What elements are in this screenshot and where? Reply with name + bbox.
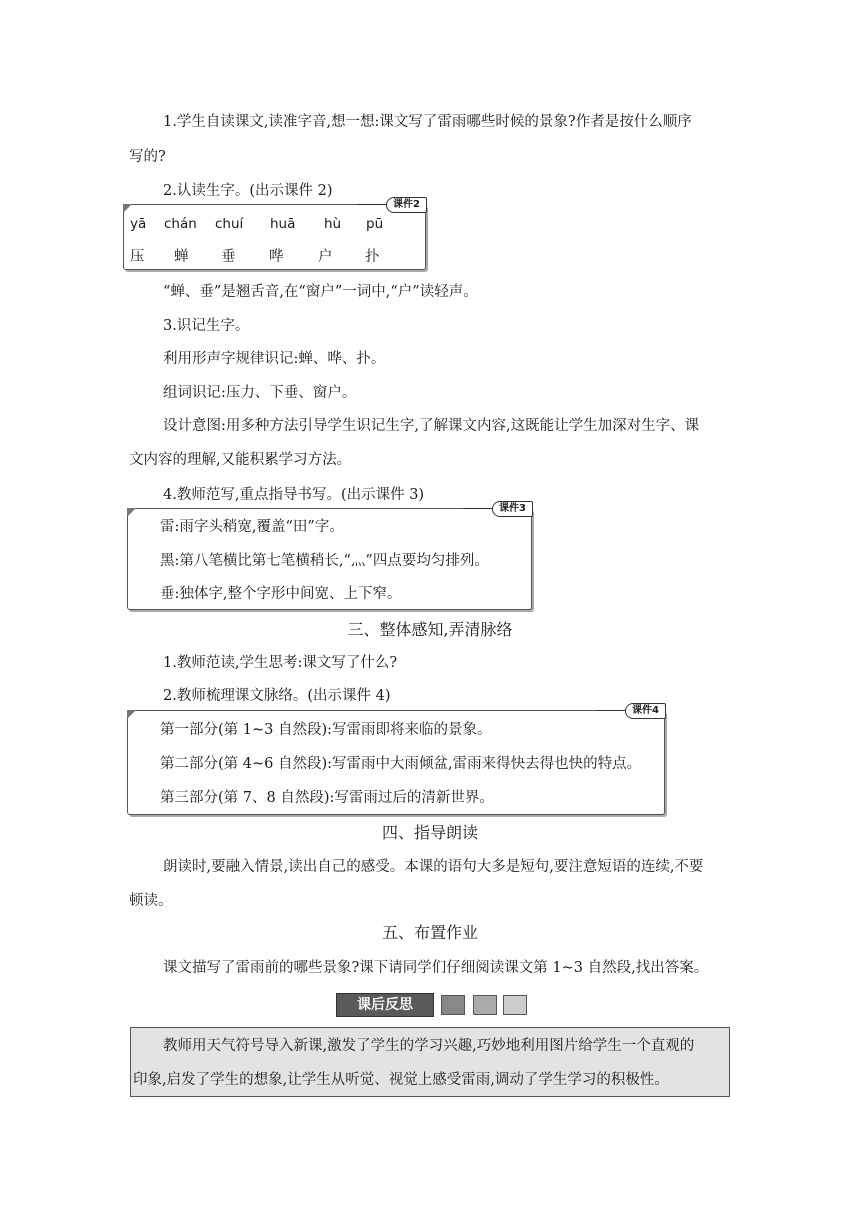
decor-square (473, 995, 497, 1015)
courseware-line: 第三部分(第 7、8 自然段):写雷雨过后的清新世界。 (160, 790, 494, 806)
paragraph-text: 利用形声字规律识记:蝉、哗、扑。 (163, 351, 386, 367)
hanzi: 哗 (269, 249, 284, 265)
hanzi: 蝉 (174, 249, 189, 265)
courseware-tag: 课件4 (625, 703, 666, 719)
decor-square (441, 995, 465, 1015)
courseware-line: 黑:第八笔横比第七笔横稍长,“灬”四点要均匀排列。 (160, 553, 489, 569)
hanzi: 压 (130, 249, 145, 265)
paragraph-text: 2.认读生字。(出示课件 2) (163, 183, 333, 199)
corner-mark (127, 710, 136, 719)
courseware-tag: 课件2 (386, 197, 427, 213)
paragraph-text: 课文描写了雷雨前的哪些景象?课下请同学们仔细阅读课文第 1~3 自然段,找出答案。 (163, 960, 709, 976)
hanzi: 垂 (221, 249, 236, 265)
paragraph-text: 1.学生自读课文,读准字音,想一想:课文写了雷雨哪些时候的景象?作者是按什么顺序 (163, 114, 692, 130)
design-intent-text: 文内容的理解,又能积累学习方法。 (129, 452, 352, 468)
pinyin: yā (130, 216, 147, 232)
design-intent-text: 设计意图:用多种方法引导学生识记生字,了解课文内容,这既能让学生加深对生字、课 (163, 418, 700, 434)
courseware-line: 第一部分(第 1~3 自然段):写雷雨即将来临的景象。 (160, 722, 492, 738)
pinyin: chán (164, 216, 197, 232)
decor-square (503, 995, 527, 1015)
hanzi: 户 (318, 249, 333, 265)
paragraph-text: 顿读。 (129, 893, 173, 909)
pinyin: chuí (215, 216, 244, 232)
courseware-tag: 课件3 (492, 501, 533, 517)
paragraph-text: 3.识记生字。 (163, 318, 250, 334)
paragraph-text: 4.教师范写,重点指导书写。(出示课件 3) (163, 487, 425, 503)
courseware-line: 第二部分(第 4~6 自然段):写雷雨中大雨倾盆,雷雨来得快去得也快的特点。 (160, 756, 642, 772)
paragraph-text: 写的? (129, 149, 166, 165)
courseware-box-2 (123, 199, 426, 270)
paragraph-text: “蝉、垂”是翘舌音,在“窗户”一词中,“户”读轻声。 (163, 284, 478, 300)
reflection-title: 课后反思 (336, 993, 434, 1017)
pinyin: huā (270, 216, 296, 232)
paragraph-text: 朗读时,要融入情景,读出自己的感受。本课的语句大多是短句,要注意短语的连续,不要 (163, 859, 704, 875)
pinyin: hù (324, 216, 342, 232)
courseware-line: 垂:独体字,整个字形中间宽、上下窄。 (160, 586, 402, 602)
paragraph-text: 2.教师梳理课文脉络。(出示课件 4) (163, 688, 391, 704)
reflection-line: 教师用天气符号导入新课,激发了学生的学习兴趣,巧妙地利用图片给学生一个直观的 (163, 1038, 695, 1054)
reflection-box (130, 1027, 730, 1097)
section-heading: 四、指导朗读 (381, 823, 478, 842)
courseware-line: 雷:雨字头稍宽,覆盖“田”字。 (160, 519, 344, 535)
reflection-line: 印象,启发了学生的想象,让学生从听觉、视觉上感受雷雨,调动了学生学习的积极性。 (133, 1072, 669, 1088)
section-heading: 五、布置作业 (381, 923, 478, 942)
paragraph-text: 1.教师范读,学生思考:课文写了什么? (163, 655, 398, 671)
pinyin: pū (366, 216, 384, 232)
hanzi: 扑 (365, 249, 380, 265)
courseware-box-4 (127, 705, 665, 815)
corner-mark (123, 204, 132, 213)
paragraph-text: 组词识记:压力、下垂、窗户。 (163, 385, 357, 401)
corner-mark (127, 508, 136, 517)
section-heading: 三、整体感知,弄清脉络 (347, 620, 513, 639)
courseware-box-3 (127, 503, 532, 610)
